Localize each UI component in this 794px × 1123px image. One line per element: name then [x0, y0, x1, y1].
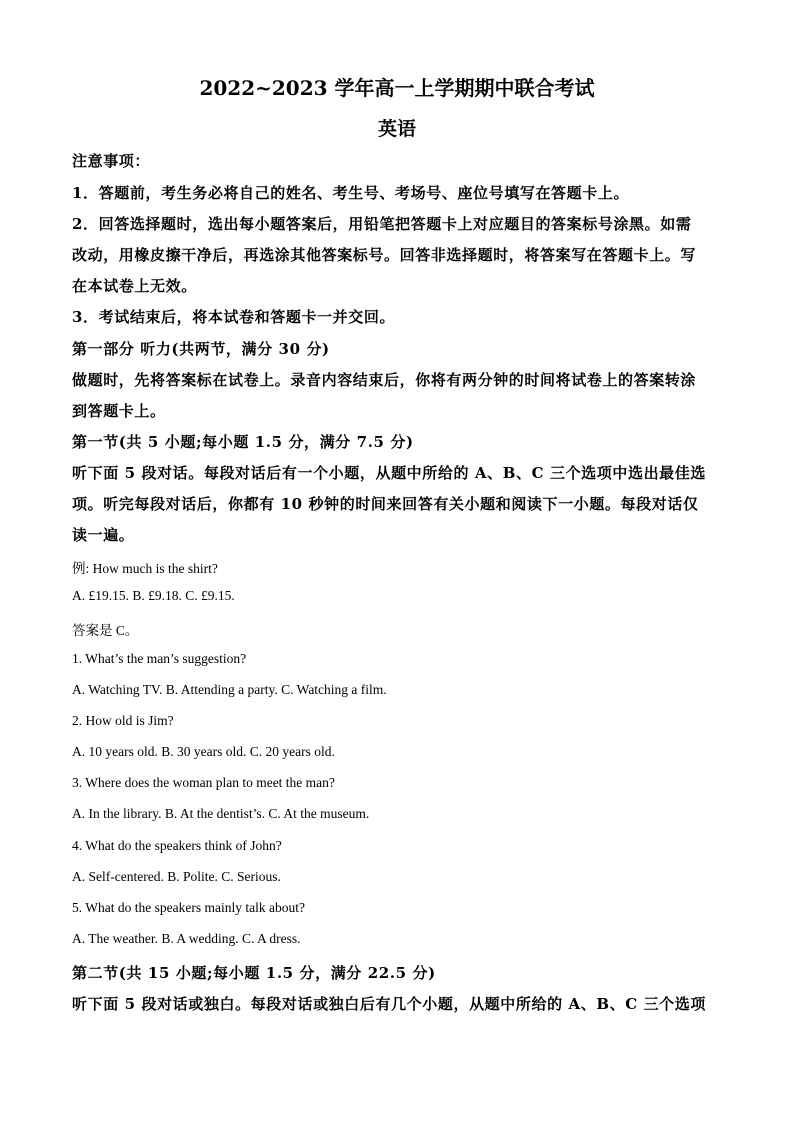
note-item-2-line-2: 改动，用橡皮擦干净后，再选涂其他答案标号。回答非选择题时，将答案写在答题卡上。写 [72, 246, 697, 264]
notes-heading: 注意事项： [72, 152, 151, 170]
part1-intro-line-2: 到答题卡上。 [72, 402, 166, 420]
question-1-options: A. Watching TV. B. Attending a party. C. Watching a film. [72, 682, 387, 697]
part1-heading: 第一部分 听力(共两节，满分 30 分) [72, 340, 330, 358]
section1-intro-line-1: 听下面 5 段对话。每段对话后有一个小题，从题中所给的 A、B、C 三个选项中选出最佳选 [72, 464, 706, 482]
section1-intro-line-2: 项。听完每段对话后，你都有 10 秒钟的时间来回答有关小题和阅读下一小题。每段对话仅 [72, 495, 699, 513]
note-item-2-line-3: 在本试卷上无效。 [72, 277, 197, 295]
question-3-options: A. In the library. B. At the dentist’s. C. At the museum. [72, 806, 370, 821]
section2-intro-line-1: 听下面 5 段对话或独白。每段对话或独白后有几个小题，从题中所给的 A、B、C 三个选项 [72, 995, 706, 1013]
section1-intro-line-3: 读一遍。 [72, 526, 135, 544]
part1-intro-line-1: 做题时，先将答案标在试卷上。录音内容结束后，你将有两分钟的时间将试卷上的答案转涂 [72, 371, 697, 389]
question-5: 5. What do the speakers mainly talk about? [72, 900, 305, 915]
question-4-options: A. Self-centered. B. Polite. C. Serious. [72, 869, 281, 884]
section2-heading: 第二节(共 15 小题;每小题 1.5 分，满分 22.5 分) [72, 964, 436, 982]
question-5-options: A. The weather. B. A wedding. C. A dress. [72, 931, 301, 946]
note-item-1: 1．答题前，考生务必将自己的姓名、考生号、考场号、座位号填写在答题卡上。 [72, 184, 630, 202]
note-item-2-line-1: 2．回答选择题时，选出每小题答案后，用铅笔把答题卡上对应题目的答案标号涂黑。如需 [72, 215, 692, 233]
example-answer: 答案是 C。 [72, 623, 139, 638]
example-options: A. £19.15. B. £9.18. C. £9.15. [72, 588, 235, 603]
example-question: 例: How much is the shirt? [72, 561, 218, 576]
question-1: 1. What’s the man’s suggestion? [72, 651, 247, 666]
question-2: 2. How old is Jim? [72, 713, 174, 728]
question-4: 4. What do the speakers think of John? [72, 838, 282, 853]
question-3: 3. Where does the woman plan to meet the man? [72, 775, 335, 790]
exam-title: 2022~2023 学年高一上学期期中联合考试 [199, 76, 595, 100]
section1-heading: 第一节(共 5 小题;每小题 1.5 分，满分 7.5 分) [72, 433, 414, 451]
question-2-options: A. 10 years old. B. 30 years old. C. 20 years old. [72, 744, 335, 759]
note-item-3: 3．考试结束后，将本试卷和答题卡一并交回。 [72, 308, 396, 326]
exam-subject: 英语 [377, 118, 416, 140]
